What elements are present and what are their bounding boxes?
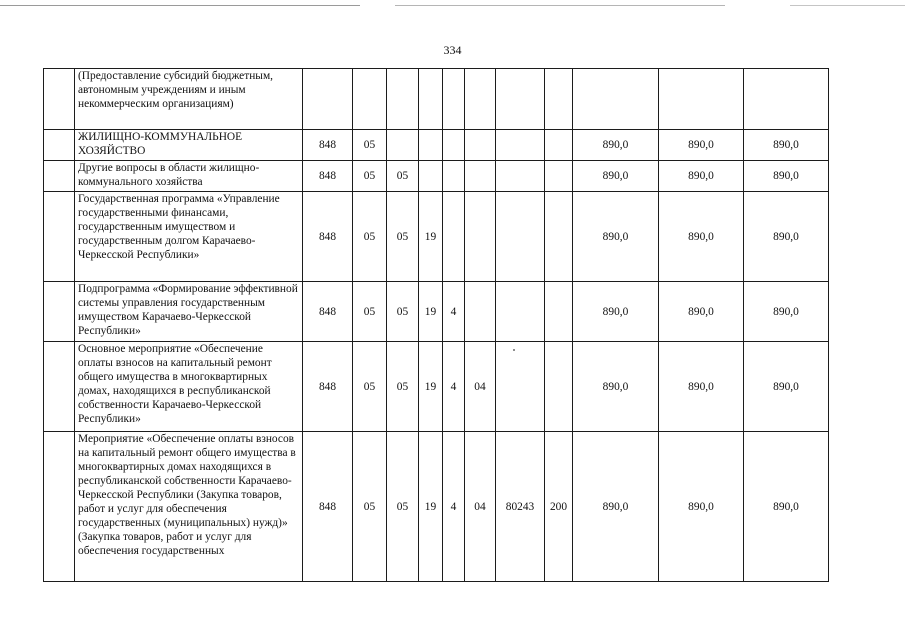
row-name: (Предоставление субсидий бюджетным, автономным учреждениям и иным некоммерческим организациям) [75,69,303,130]
table-row [44,282,829,342]
program-code: 19 [419,282,443,342]
section-code: 05 [353,161,387,192]
ved-code: 848 [303,282,353,342]
amount-year-3 [744,69,829,130]
direction-code [496,342,545,432]
event-code: 04 [465,342,496,432]
subsection-code: 05 [387,342,419,432]
subprogram-code: 4 [443,282,465,342]
row-number-cell [44,342,75,432]
subprogram-code [443,69,465,130]
section-code: 05 [353,192,387,282]
subsection-code [387,69,419,130]
table-row [44,342,829,432]
section-code [353,69,387,130]
program-code [419,69,443,130]
amount-year-1: 890,0 [573,282,659,342]
amount-year-1: 890,0 [573,161,659,192]
header-rule-left [0,5,360,6]
direction-code: 80243 [496,432,545,582]
amount-year-3: 890,0 [744,161,829,192]
event-code [465,69,496,130]
subprogram-code [443,161,465,192]
row-name: Основное мероприятие «Обеспечение оплаты взносов на капитальный ремонт общего имущества в многоквартирных домах, находящихся в республиканской собственности Карачаево-Черкесской Республики» [75,342,303,432]
subprogram-code: 4 [443,432,465,582]
program-code: 19 [419,342,443,432]
amount-year-3: 890,0 [744,342,829,432]
program-code: 19 [419,192,443,282]
event-code [465,161,496,192]
row-name: Подпрограмма «Формирование эффективной системы управления государственным имуществом Карачаево-Черкесской Республики» [75,282,303,342]
header-rule-right [790,5,905,6]
page-number: 334 [443,43,462,57]
row-name: Другие вопросы в области жилищно-коммунального хозяйства [75,161,303,192]
subprogram-code [443,130,465,161]
amount-year-3: 890,0 [744,130,829,161]
subsection-code: 05 [387,192,419,282]
expense-type-code: 200 [545,432,573,582]
subsection-code: 05 [387,282,419,342]
amount-year-1 [573,69,659,130]
row-name: Государственная программа «Управление государственными финансами, государственным имуществом и государственным долгом Карачаево-Черкесской Республики» [75,192,303,282]
event-code [465,282,496,342]
subsection-code [387,130,419,161]
row-number-cell [44,130,75,161]
row-name: ЖИЛИЩНО-КОММУНАЛЬНОЕ ХОЗЯЙСТВО [75,130,303,161]
row-number-cell [44,192,75,282]
program-code [419,130,443,161]
expense-type-code [545,161,573,192]
direction-code [496,192,545,282]
amount-year-1: 890,0 [573,432,659,582]
table-row [44,161,829,192]
amount-year-2: 890,0 [659,161,744,192]
direction-code [496,69,545,130]
ved-code [303,69,353,130]
section-code: 05 [353,130,387,161]
amount-year-2: 890,0 [659,282,744,342]
amount-year-1: 890,0 [573,192,659,282]
amount-year-3: 890,0 [744,282,829,342]
ved-code: 848 [303,161,353,192]
direction-code [496,161,545,192]
program-code [419,161,443,192]
header-rule-middle [395,5,725,6]
expense-type-code [545,282,573,342]
program-code: 19 [419,432,443,582]
ved-code: 848 [303,192,353,282]
ved-code: 848 [303,342,353,432]
expense-type-code [545,192,573,282]
row-number-cell [44,69,75,130]
table-row [44,432,829,582]
table-row [44,192,829,282]
event-code: 04 [465,432,496,582]
budget-table [43,68,829,582]
amount-year-2: 890,0 [659,130,744,161]
event-code [465,192,496,282]
subsection-code: 05 [387,161,419,192]
scan-speck [513,349,515,351]
amount-year-2: 890,0 [659,342,744,432]
row-number-cell [44,432,75,582]
direction-code [496,130,545,161]
section-code: 05 [353,282,387,342]
table-row [44,69,829,130]
expense-type-code [545,69,573,130]
ved-code: 848 [303,130,353,161]
amount-year-2: 890,0 [659,432,744,582]
section-code: 05 [353,342,387,432]
amount-year-1: 890,0 [573,342,659,432]
row-number-cell [44,282,75,342]
subprogram-code: 4 [443,342,465,432]
amount-year-2: 890,0 [659,192,744,282]
ved-code: 848 [303,432,353,582]
amount-year-3: 890,0 [744,192,829,282]
amount-year-3: 890,0 [744,432,829,582]
section-code: 05 [353,432,387,582]
subprogram-code [443,192,465,282]
expense-type-code [545,342,573,432]
expense-type-code [545,130,573,161]
table-row [44,130,829,161]
subsection-code: 05 [387,432,419,582]
row-name: Мероприятие «Обеспечение оплаты взносов на капитальный ремонт общего имущества в многоквартирных домах находящихся в республиканской собственности Карачаево-Черкесской Республики (Закупка товаров, работ и услуг для обеспечения государственных (муниципальных) нужд)» (Закупка товаров, работ и услуг для обеспечения государственных [75,432,303,582]
amount-year-2 [659,69,744,130]
row-number-cell [44,161,75,192]
direction-code [496,282,545,342]
amount-year-1: 890,0 [573,130,659,161]
event-code [465,130,496,161]
